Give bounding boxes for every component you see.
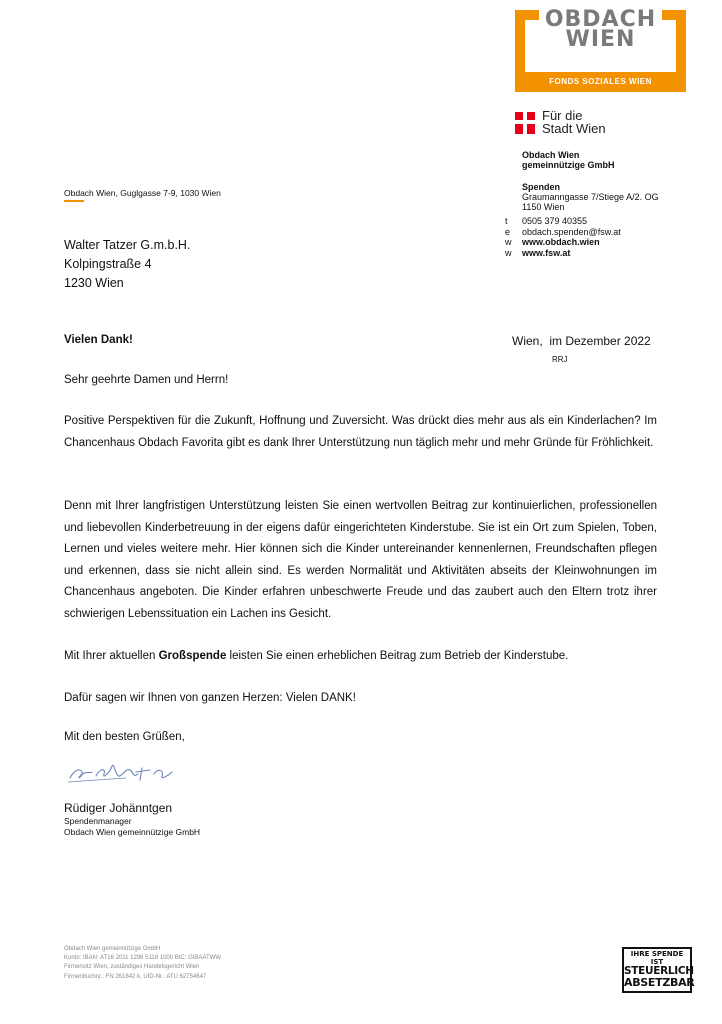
footer-line-4: Firmenbuchnr.: FN 261842 k, UID-Nr.: ATU 62754647 bbox=[64, 973, 207, 980]
city-logo-line1: Für die bbox=[542, 108, 583, 123]
closing: Mit den besten Grüßen, bbox=[64, 731, 185, 743]
body-paragraph-2: Denn mit Ihrer langfristigen Unterstützung leisten Sie einen wertvollen Beitrag zur kontinuierlichen, professionellen und liebevollen Kinderbetreuung in der eigens dafür eingerichteten Kinderstube. Sie ist ein Ort zum Spielen, Toben, Lernen und vieles weitere mehr. Hier können sich die Kinder untereinander kennenlernen, Freundschaften pflegen und erkennen, dass sie nicht allein sind. Es werden Normalität und Aktivitäten abseits der Kleinwohnungen im Chancenhaus angeboten. Die Kinder erfahren unbeschwerte Freude und das zaubert auch den Eltern trotz ihrer schwierigen Lebenssituation ein Lachen ins Gesicht. bbox=[64, 500, 657, 620]
tax-badge-line1: IHRE SPENDE IST bbox=[630, 950, 684, 966]
city-logo-line2: Stadt Wien bbox=[542, 121, 606, 136]
contact-phone: 0505 379 40355 bbox=[522, 216, 588, 226]
signer-name: Rüdiger Johänntgen bbox=[64, 801, 173, 815]
contact-row-email bbox=[505, 227, 621, 238]
recipient-address bbox=[64, 236, 190, 293]
contact-key: t bbox=[505, 216, 508, 226]
footer-line-2: Konto: IBAN: AT16 2011 1296 5118 1000 BIC: GIBAATWW bbox=[64, 955, 221, 962]
sender-street: Graumanngasse 7/Stiege A/2. OG bbox=[522, 192, 659, 202]
body-paragraph-3 bbox=[64, 646, 657, 668]
logo-title bbox=[515, 7, 686, 52]
return-address: Obdach Wien, Guglgasse 7-9, 1030 Wien bbox=[64, 188, 221, 198]
footer-line-3: Firmensitz Wien, zuständiges Handelsgericht Wien bbox=[64, 964, 200, 971]
body-paragraph-1: Positive Perspektiven für die Zukunft, Hoffnung und Zuversicht. Was drückt dies mehr aus als ein Kinderlachen? Im Chancenhaus Obdach Favorita gibt es dank Ihrer Unterstützung nun täglich mehr und mehr Gründe für Fröhlichkeit. bbox=[64, 415, 657, 449]
contact-web-link-fsw[interactable]: www.fsw.at bbox=[522, 247, 571, 258]
body-paragraph-4: Dafür sagen wir Ihnen von ganzen Herzen: Vielen DANK! bbox=[64, 692, 356, 704]
recipient-street: Kolpingstraße 4 bbox=[64, 257, 152, 271]
contact-web-link-obdach[interactable]: www.obdach.wien bbox=[522, 237, 600, 247]
logo-subtitle: FONDS SOZIALES WIEN bbox=[515, 72, 686, 92]
city-logo-text bbox=[542, 109, 606, 135]
sender-org-line2: gemeinnützige GmbH bbox=[522, 160, 615, 170]
logo-title-line2: WIEN bbox=[565, 27, 636, 52]
place-date: Wien, im Dezember 2022 bbox=[512, 334, 651, 348]
tax-deductible-badge bbox=[622, 947, 695, 993]
salutation: Sehr geehrte Damen und Herrn! bbox=[64, 374, 229, 386]
contact-key: e bbox=[505, 226, 511, 237]
footer-legal bbox=[64, 945, 221, 982]
p3-text-bold: Großspende bbox=[158, 650, 227, 662]
handwritten-signature bbox=[66, 758, 176, 786]
footer-line-1: Obdach Wien gemeinnützige GmbH bbox=[64, 946, 161, 952]
sender-city: 1150 Wien bbox=[522, 202, 565, 212]
obdach-wien-logo bbox=[515, 7, 686, 92]
signer-org: Obdach Wien gemeinnützige GmbH bbox=[64, 827, 201, 837]
recipient-city: 1230 Wien bbox=[64, 276, 124, 290]
reference-code: RRJ bbox=[552, 355, 568, 364]
sender-dept: Spenden bbox=[522, 182, 561, 192]
contact-key: w bbox=[505, 247, 512, 258]
sender-org-line1: Obdach Wien bbox=[522, 150, 580, 160]
letter-subject: Vielen Dank! bbox=[64, 334, 133, 346]
signer-details bbox=[64, 816, 200, 838]
contact-key: w bbox=[505, 237, 512, 247]
vienna-flag-icon bbox=[515, 112, 535, 134]
signer-role: Spendenmanager bbox=[64, 816, 132, 826]
recipient-name: Walter Tatzer G.m.b.H. bbox=[64, 238, 191, 252]
logo-title-line1: OBDACH bbox=[544, 7, 657, 32]
contact-row-web2 bbox=[505, 248, 621, 259]
return-address-divider bbox=[64, 200, 84, 202]
p3-text-after: leisten Sie einen erheblichen Beitrag zum Betrieb der Kinderstube. bbox=[226, 650, 569, 662]
p3-text-before: Mit Ihrer aktuellen bbox=[64, 650, 159, 662]
contact-email-link[interactable]: obdach.spenden@fsw.at bbox=[522, 226, 621, 237]
sender-block bbox=[522, 150, 659, 212]
contact-row-web1 bbox=[505, 237, 621, 248]
contact-row-phone bbox=[505, 216, 621, 227]
tax-badge-line3: ABSETZBAR bbox=[624, 976, 695, 989]
tax-badge-line2: STEUERLICH bbox=[624, 965, 694, 977]
contact-list bbox=[505, 216, 621, 258]
